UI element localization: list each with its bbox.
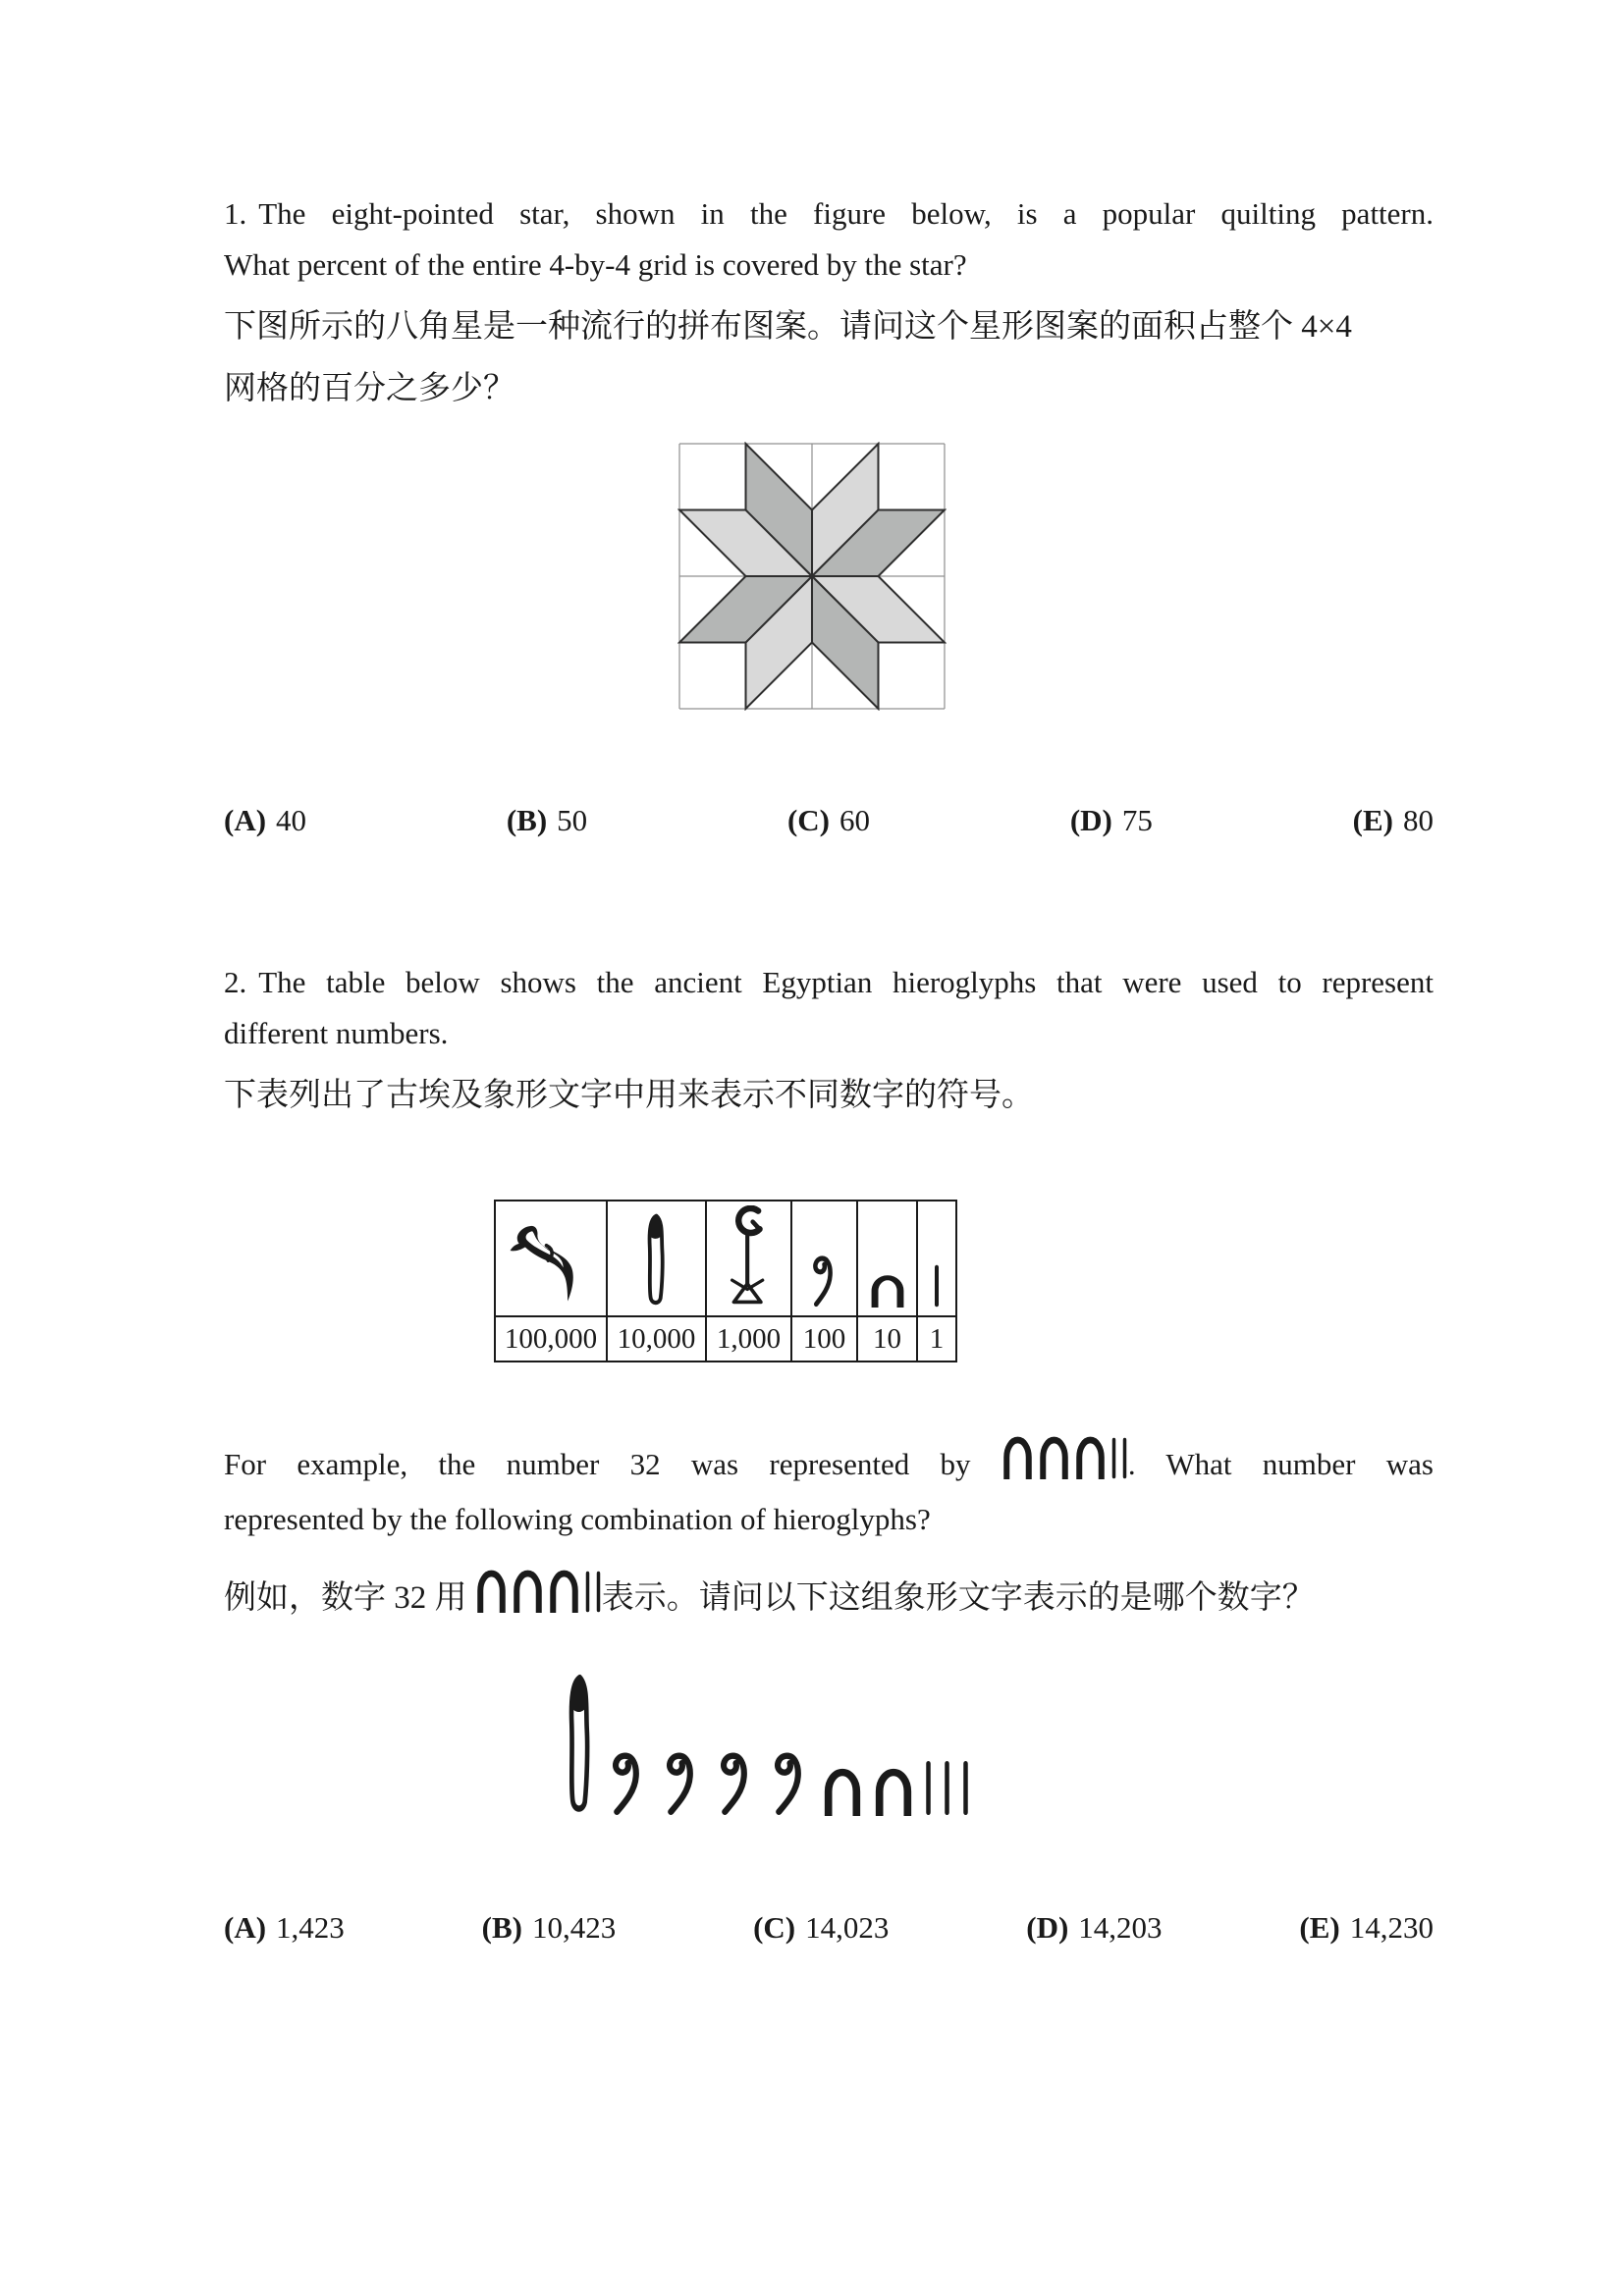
example-hieroglyphs (1001, 1435, 1128, 1479)
example-text-zh-post: 表示。请问以下这组象形文字表示的是哪个数字？ (601, 1580, 1315, 1616)
choice-A-label: (A) (224, 803, 267, 837)
choice-D (1026, 1910, 1162, 1946)
choice-E (1299, 1910, 1434, 1946)
choice-E-label: (E) (1352, 803, 1393, 837)
problem-1-text-en-2: What percent of the entire 4-by-4 grid is covered by the star? (224, 247, 967, 282)
problem-2-text-en-2: different numbers. (224, 1016, 449, 1050)
choice-C-label: (C) (753, 1910, 796, 1945)
choice-C-value: 14,023 (805, 1910, 890, 1945)
choice-D (1070, 803, 1153, 838)
choice-A-label: (A) (224, 1910, 267, 1945)
stroke-glyph (1121, 1437, 1128, 1479)
choice-C (753, 1910, 889, 1946)
choice-D-value: 14,203 (1078, 1910, 1163, 1945)
heel-glyph (512, 1569, 544, 1613)
stroke-glyph (933, 1264, 941, 1308)
hieroglyph-value-cell: 100 (792, 1317, 858, 1362)
stroke-glyph (943, 1760, 951, 1816)
choice-B (507, 803, 587, 838)
finger-glyph (564, 1671, 596, 1816)
choice-E-value: 80 (1402, 803, 1434, 837)
hieroglyph-value-cell: 10 (858, 1317, 918, 1362)
choice-B (482, 1910, 617, 1946)
choice-A-value: 40 (276, 803, 307, 837)
choice-B-value: 50 (557, 803, 588, 837)
four-by-four-grid (677, 442, 947, 711)
example-text-zh-pre: 例如，数字 32 用 (224, 1580, 467, 1616)
hieroglyph-symbol-cell-heel (858, 1201, 918, 1317)
example-hieroglyphs-zh (475, 1569, 602, 1613)
hieroglyph-symbol-cell-tadpole (496, 1201, 608, 1317)
choice-D-value: 75 (1121, 803, 1153, 837)
stroke-glyph (595, 1571, 602, 1613)
problem-1-text-zh-2: 网格的百分之多少？ (224, 371, 515, 406)
heel-glyph (475, 1569, 508, 1613)
choice-B-label: (B) (506, 803, 548, 837)
hieroglyph-symbol-cell-coil (792, 1201, 858, 1317)
hieroglyph-symbol-cell-stroke (918, 1201, 957, 1317)
problem-2-choices (224, 1910, 1434, 1946)
heel-glyph (1074, 1435, 1107, 1479)
stroke-glyph (584, 1571, 591, 1613)
problem-1-text-zh-1: 下图所示的八角星是一种流行的拼布图案。请问这个星形图案的面积占整个 4×4 (224, 309, 1352, 345)
problem-1-choices (224, 803, 1434, 838)
hieroglyph-value-cell: 1 (918, 1317, 957, 1362)
tadpole-glyph (507, 1215, 595, 1308)
heel-glyph (869, 1274, 906, 1308)
choice-D-label: (D) (1026, 1910, 1069, 1945)
problem-1-number: 1. (224, 196, 247, 231)
choice-A (224, 803, 306, 838)
lotus-glyph (728, 1205, 771, 1308)
heel-glyph (548, 1569, 580, 1613)
problem-1-line-1 (224, 188, 1434, 240)
hieroglyph-table (494, 1200, 957, 1362)
problem-2-line-1 (224, 957, 1434, 1008)
choice-B-label: (B) (481, 1910, 522, 1945)
choice-E-value: 14,230 (1349, 1910, 1434, 1945)
heel-glyph (873, 1767, 914, 1816)
heel-glyph (1001, 1435, 1034, 1479)
example-line-2: represented by the following combination of hieroglyphs? (224, 1502, 931, 1536)
choice-C (787, 803, 870, 838)
hieroglyph-value-cell: 10,000 (608, 1317, 707, 1362)
hieroglyph-symbol-cell-finger (608, 1201, 707, 1317)
hieroglyph-symbol-cell-lotus (707, 1201, 792, 1317)
quilt-star-figure (677, 442, 947, 716)
choice-D-label: (D) (1069, 803, 1112, 837)
heel-glyph (822, 1767, 863, 1816)
example-line-1 (224, 1435, 1434, 1492)
choice-A (224, 1910, 345, 1946)
finger-glyph (643, 1211, 670, 1308)
stroke-glyph (924, 1760, 933, 1816)
hieroglyph-combination (564, 1669, 970, 1816)
problem-1-text-en-1: The eight-pointed star, shown in the figure below, is a popular quilting pattern. (258, 196, 1434, 231)
problem-2-text-en-1: The table below shows the ancient Egyptian hieroglyphs that were used to represent (258, 965, 1434, 999)
problem-2-number: 2. (224, 965, 247, 999)
choice-C-label: (C) (786, 803, 831, 837)
choice-A-value: 1,423 (276, 1910, 345, 1945)
coil-glyph (660, 1741, 704, 1816)
hieroglyph-value-cell: 100,000 (496, 1317, 608, 1362)
coil-glyph (714, 1741, 758, 1816)
example-text-pre: For example, the number 32 was represented by (224, 1447, 971, 1481)
heel-glyph (1038, 1435, 1070, 1479)
coil-glyph (768, 1741, 812, 1816)
choice-C-value: 60 (839, 803, 871, 837)
example-text-post: . What number was (1127, 1447, 1435, 1481)
stroke-glyph (1110, 1437, 1117, 1479)
hieroglyph-value-cell: 1,000 (707, 1317, 792, 1362)
coil-glyph (606, 1741, 650, 1816)
choice-B-value: 10,423 (531, 1910, 617, 1945)
choice-E (1353, 803, 1434, 838)
problem-2-text-zh-1: 下表列出了古埃及象形文字中用来表示不同数字的符号。 (224, 1078, 1034, 1113)
coil-glyph (808, 1247, 840, 1308)
stroke-glyph (961, 1760, 970, 1816)
choice-E-label: (E) (1299, 1910, 1340, 1945)
